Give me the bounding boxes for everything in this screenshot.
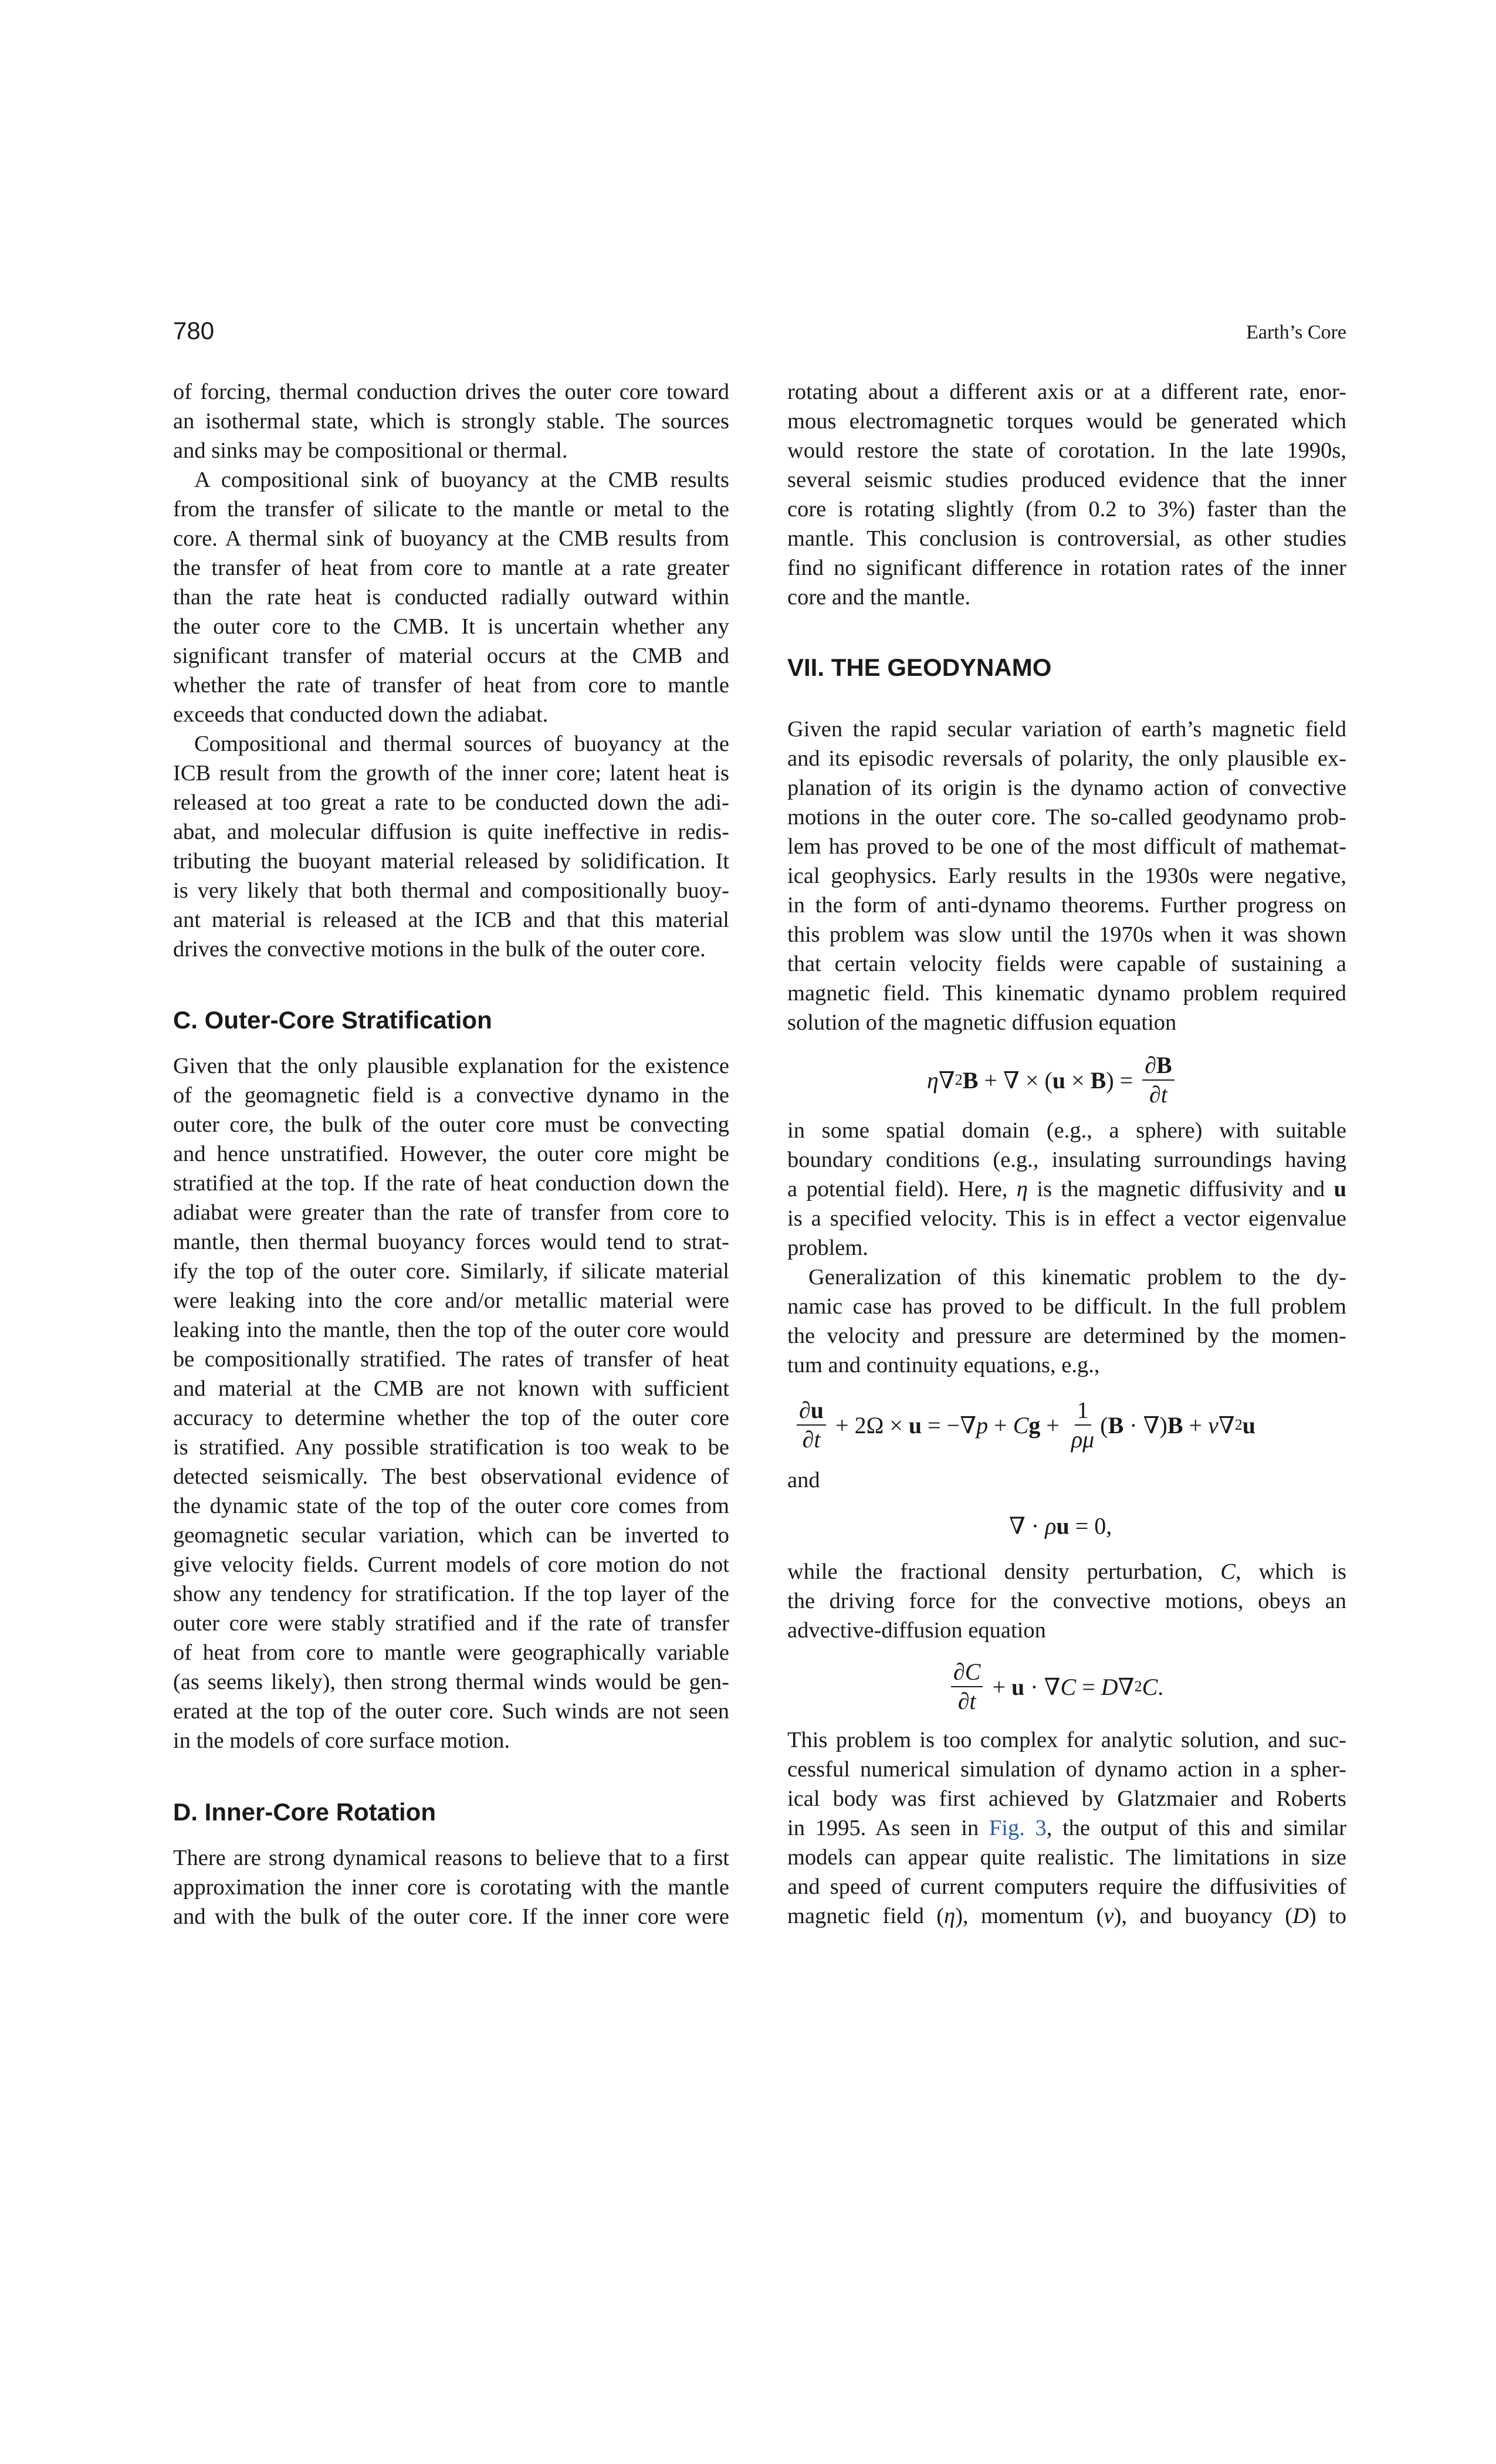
text-line: outer core, the bulk of the outer core must be convecting xyxy=(173,1112,729,1137)
text-segment: ) to xyxy=(1308,1904,1346,1928)
equation-momentum: $\frac{\partial u}{\partial t}$ + 2Ω × u = −∇ p + C g + $\frac{1}{\rho\mu}$ ( B · ∇) B + ν ∇ 2 u xyxy=(793,1397,1255,1453)
text-segment: ∂ xyxy=(953,1659,965,1685)
text-line: an isothermal state, which is strongly stable. The sources xyxy=(173,409,729,434)
text-segment: D xyxy=(1101,1673,1118,1700)
text-line: problem. xyxy=(787,1236,868,1260)
text-line: motions in the outer core. The so-called geodynamo prob- xyxy=(787,805,1346,830)
text-line: mantle. This conclusion is controversial, as other studies xyxy=(787,526,1346,551)
text-line: boundary conditions (e.g., insulating surroundings having xyxy=(787,1148,1346,1172)
text-line: the transfer of heat from core to mantle at a rate greater xyxy=(173,556,729,580)
text-line: stratified at the top. If the rate of heat conduction down the xyxy=(173,1171,729,1196)
equation-continuity xyxy=(1009,1512,1112,1540)
text-line: the outer core to the CMB. It is uncertain whether any xyxy=(173,614,729,639)
text-line: This problem is too complex for analytic solution, and suc- xyxy=(787,1728,1346,1752)
text-segment: u xyxy=(810,1397,824,1423)
text-segment: + xyxy=(1183,1412,1209,1439)
denominator xyxy=(1147,1081,1170,1108)
text-line: in the models of core surface motion. xyxy=(173,1728,510,1753)
text-segment: B xyxy=(1156,1052,1172,1078)
text-line: several seismic studies produced evidence that the inner xyxy=(787,468,1346,492)
text-line: magnetic field. This kinematic dynamo problem required xyxy=(787,981,1346,1006)
text-line: in some spatial domain (e.g., a sphere) with suitable xyxy=(787,1118,1346,1143)
text-segment: + xyxy=(1040,1412,1065,1439)
text-line xyxy=(787,1901,1346,1931)
text-segment: ∂ xyxy=(957,1688,970,1714)
numerator xyxy=(1075,1397,1091,1426)
text-segment: ∂ xyxy=(799,1397,811,1423)
text-segment: t xyxy=(969,1688,976,1714)
text-line: and with the bulk of the outer core. If the inner core were xyxy=(173,1904,729,1929)
text-line: core and the mantle. xyxy=(787,585,971,610)
text-segment: ∂ xyxy=(1145,1052,1156,1078)
text-line: Given the rapid secular variation of earth’s magnetic field xyxy=(787,717,1346,742)
section-heading-c: C. Outer-Core Stratification xyxy=(173,1006,492,1034)
fraction xyxy=(1069,1397,1096,1453)
text-line: core is rotating slightly (from 0.2 to 3%) faster than the xyxy=(787,497,1346,522)
text-segment: u xyxy=(1052,1067,1066,1094)
section-c-text xyxy=(173,1051,729,1755)
geodynamo-paragraph-1 xyxy=(787,715,1346,1037)
text-line: There are strong dynamical reasons to believe that to a first xyxy=(173,1846,729,1870)
text-segment: t xyxy=(1160,1081,1167,1108)
text-segment: while the fractional density perturbation, xyxy=(787,1559,1221,1584)
text-segment: ∂ xyxy=(802,1426,814,1453)
text-line: find no significant difference in rotation rates of the inner xyxy=(787,556,1346,580)
text-segment: u xyxy=(1056,1512,1069,1539)
text-line: of heat from core to mantle were geographically variable xyxy=(173,1640,729,1665)
text-segment: = xyxy=(1076,1673,1101,1700)
text-segment: a potential field). Here, xyxy=(787,1177,1017,1201)
section-d-text xyxy=(173,1843,729,1931)
text-segment: ρ xyxy=(1045,1512,1057,1539)
text-line: show any tendency for stratification. If the top layer of the xyxy=(173,1582,729,1606)
text-line: planation of its origin is the dynamo action of convective xyxy=(787,776,1346,800)
text-segment: ∂ xyxy=(1149,1081,1161,1108)
text-segment: + 2Ω × xyxy=(830,1412,909,1439)
text-line: than the rate heat is conducted radially outward within xyxy=(173,585,729,610)
text-line xyxy=(787,1557,1346,1586)
text-line: tum and continuity equations, e.g., xyxy=(787,1353,1100,1377)
text-segment: B xyxy=(962,1067,979,1094)
text-line: would restore the state of corotation. In the late 1990s, xyxy=(787,438,1346,463)
text-segment: B xyxy=(1108,1412,1124,1439)
text-segment: u xyxy=(908,1412,922,1439)
text-line: outer core were stably stratified and if the rate of transfer xyxy=(173,1611,729,1636)
text-line: whether the rate of transfer of heat from core to mantle xyxy=(173,673,729,698)
text-segment: B xyxy=(1090,1067,1106,1094)
text-segment: , the output of this and similar xyxy=(1046,1816,1347,1840)
text-segment: × xyxy=(1065,1067,1091,1094)
fraction xyxy=(951,1659,983,1714)
text-segment: C xyxy=(1220,1559,1236,1584)
equation-advective-diffusion: $\frac{\partial C}{\partial t}$ + u · ∇ C = D ∇ 2 C . xyxy=(947,1659,1163,1714)
text-line: from the transfer of silicate to the mantle or metal to the xyxy=(173,497,729,522)
text-line: of the geomagnetic field is a convective dynamo in the xyxy=(173,1083,729,1108)
text-line: adiabat were greater than the rate of transfer from core to xyxy=(173,1200,729,1225)
text-line: released at too great a rate to be conducted down the adi- xyxy=(173,790,729,815)
text-segment: B xyxy=(1167,1412,1183,1439)
text-line: and material at the CMB are not known with sufficient xyxy=(173,1376,729,1401)
text-line: namic case has proved to be difficult. In the full problem xyxy=(787,1294,1346,1319)
numerator xyxy=(797,1397,826,1426)
text-segment: , which is xyxy=(1235,1559,1346,1584)
text-segment: u xyxy=(1242,1412,1256,1439)
text-segment: ( xyxy=(1100,1412,1108,1439)
text-segment: ), and buoyancy ( xyxy=(1113,1904,1293,1928)
text-segment: C xyxy=(964,1659,981,1685)
text-line: and its episodic reversals of polarity, the only plausible ex- xyxy=(787,746,1346,771)
text-line: this problem was slow until the 1970s when it was shown xyxy=(787,922,1346,947)
text-line: lem has proved to be one of the most difficult of mathemat- xyxy=(787,834,1346,859)
text-segment: g xyxy=(1028,1412,1041,1439)
text-segment: ∇ xyxy=(938,1067,955,1094)
text-segment: u xyxy=(1011,1673,1025,1700)
text-segment: magnetic field ( xyxy=(787,1904,945,1928)
text-line: is very likely that both thermal and compositionally buoy- xyxy=(173,878,729,903)
denominator xyxy=(1069,1426,1096,1453)
text-line: mantle, then thermal buoyancy forces would tend to strat- xyxy=(173,1230,729,1254)
text-line: ical geophysics. Early results in the 1930s were negative, xyxy=(787,864,1346,888)
text-line: advective-diffusion equation xyxy=(787,1618,1046,1643)
text-line: leaking into the mantle, then the top of the outer core would xyxy=(173,1318,729,1342)
text-line: (as seems likely), then strong thermal winds would be gen- xyxy=(173,1670,729,1694)
text-line: Compositional and thermal sources of buoyancy at the xyxy=(194,732,729,756)
text-segment: · ∇ xyxy=(1024,1673,1061,1700)
text-line: core. A thermal sink of buoyancy at the CMB results from xyxy=(173,526,729,551)
text-line: the driving force for the convective motions, obeys an xyxy=(787,1589,1346,1613)
text-segment: ∇ · xyxy=(1009,1512,1045,1539)
text-line: A compositional sink of buoyancy at the CMB results xyxy=(194,468,729,492)
text-line: cessful numerical simulation of dynamo action in a spher- xyxy=(787,1757,1346,1782)
text-line: approximation the inner core is corotating with the mantle xyxy=(173,1875,729,1900)
text-segment: . xyxy=(1157,1673,1164,1700)
text-line: give velocity fields. Current models of core motion do not xyxy=(173,1552,729,1577)
left-intro-text xyxy=(173,377,729,964)
numerator xyxy=(951,1659,983,1687)
denominator xyxy=(956,1687,979,1714)
text-segment: C xyxy=(1142,1673,1158,1700)
text-segment: ), momentum ( xyxy=(955,1904,1104,1928)
text-line: and hence unstratified. However, the outer core might be xyxy=(173,1142,729,1166)
text-segment: u xyxy=(1333,1177,1346,1201)
page-number: 780 xyxy=(173,317,215,344)
text-segment: ) = xyxy=(1106,1067,1139,1094)
text-segment: = −∇ xyxy=(922,1412,977,1439)
text-segment: + ∇ × ( xyxy=(978,1067,1052,1094)
text-line: and speed of current computers require the diffusivities of xyxy=(787,1874,1346,1899)
text-line: the velocity and pressure are determined by the momen- xyxy=(787,1324,1346,1348)
text-line: significant transfer of material occurs at the CMB and xyxy=(173,644,729,668)
text-line xyxy=(787,1175,1346,1204)
section-heading-vii: VII. THE GEODYNAMO xyxy=(787,654,1052,681)
text-segment: ρμ xyxy=(1071,1426,1095,1453)
text-segment: η xyxy=(927,1067,939,1094)
text-line: solution of the magnetic diffusion equation xyxy=(787,1010,1177,1035)
text-line: models can appear quite realistic. The limitations in size xyxy=(787,1845,1346,1870)
text-line: is a specified velocity. This is in effect a vector eigenvalue xyxy=(787,1206,1346,1231)
text-segment: ν xyxy=(1208,1412,1219,1439)
running-title: Earth’s Core xyxy=(1246,321,1346,343)
text-line: erated at the top of the outer core. Such winds are not seen xyxy=(173,1699,729,1724)
text-segment: ν xyxy=(1104,1904,1114,1928)
numerator xyxy=(1142,1052,1174,1081)
geodynamo-paragraph-2 xyxy=(787,1116,1346,1380)
text-line xyxy=(787,1813,1346,1843)
and-text xyxy=(787,1465,1346,1495)
text-segment: ∇ xyxy=(1118,1673,1135,1700)
text-line: mous electromagnetic torques would be generated which xyxy=(787,409,1346,434)
text-segment: η xyxy=(944,1904,956,1928)
text-line: ICB result from the growth of the inner core; latent heat is xyxy=(173,761,729,786)
text-line: Generalization of this kinematic problem to the dy- xyxy=(808,1265,1346,1289)
text-segment: C xyxy=(1060,1673,1077,1700)
geodynamo-paragraph-4 xyxy=(787,1725,1346,1931)
figure-link[interactable]: Fig. 3 xyxy=(989,1816,1047,1840)
text-line: and xyxy=(787,1468,820,1492)
section-heading-d: D. Inner-Core Rotation xyxy=(173,1798,436,1826)
text-line: is stratified. Any possible stratification is too weak to be xyxy=(173,1435,729,1460)
text-line: and sinks may be compositional or thermal. xyxy=(173,438,568,463)
text-line: rotating about a different axis or at a different rate, enor- xyxy=(787,380,1346,404)
right-intro-text xyxy=(787,377,1346,612)
text-line: ical body was first achieved by Glatzmaier and Roberts xyxy=(787,1786,1346,1811)
fraction xyxy=(1142,1052,1174,1108)
text-line: Given that the only plausible explanation for the existence xyxy=(173,1054,729,1078)
text-line: that certain velocity fields were capable of sustaining a xyxy=(787,952,1346,976)
text-segment: C xyxy=(1013,1412,1029,1439)
text-line: were leaking into the core and/or metallic material were xyxy=(173,1288,729,1313)
text-line: drives the convective motions in the bulk of the outer core. xyxy=(173,937,706,962)
text-segment: · ∇) xyxy=(1123,1412,1167,1439)
text-segment: D xyxy=(1292,1904,1309,1928)
text-segment: ∇ xyxy=(1218,1412,1235,1439)
text-segment: 1 xyxy=(1077,1397,1089,1423)
text-segment: η xyxy=(1016,1177,1028,1201)
text-line: accuracy to determine whether the top of the outer core xyxy=(173,1406,729,1430)
text-line: the dynamic state of the top of the outer core comes from xyxy=(173,1494,729,1518)
geodynamo-paragraph-3 xyxy=(787,1557,1346,1645)
fraction xyxy=(797,1397,826,1453)
text-line: exceeds that conducted down the adiabat. xyxy=(173,702,549,727)
text-line: detected seismically. The best observational evidence of xyxy=(173,1464,729,1489)
text-line: be compositionally stratified. The rates of transfer of heat xyxy=(173,1347,729,1372)
text-segment: is the magnetic diffusivity and xyxy=(1027,1177,1334,1201)
text-line: tributing the buoyant material released by solidification. It xyxy=(173,849,729,874)
text-segment: = 0, xyxy=(1069,1512,1112,1539)
text-segment: + xyxy=(986,1673,1012,1700)
text-line: ify the top of the outer core. Similarly, if silicate material xyxy=(173,1259,729,1284)
text-segment: p xyxy=(976,1412,989,1439)
text-line: abat, and molecular diffusion is quite ineffective in redis- xyxy=(173,820,729,844)
text-segment: in 1995. As seen in xyxy=(787,1816,989,1840)
denominator xyxy=(800,1426,823,1453)
text-line: geomagnetic secular variation, which can be inverted to xyxy=(173,1523,729,1548)
text-segment: t xyxy=(814,1426,821,1453)
equation-magnetic-diffusion: η ∇ 2 B + ∇ × ( u × B ) = $\frac{\partial B}{\partial t}$ xyxy=(927,1052,1178,1108)
text-line: of forcing, thermal conduction drives the outer core toward xyxy=(173,380,729,404)
text-line: in the form of anti-dynamo theorems. Further progress on xyxy=(787,893,1346,918)
text-segment: + xyxy=(988,1412,1013,1439)
text-line: ant material is released at the ICB and that this material xyxy=(173,908,729,932)
